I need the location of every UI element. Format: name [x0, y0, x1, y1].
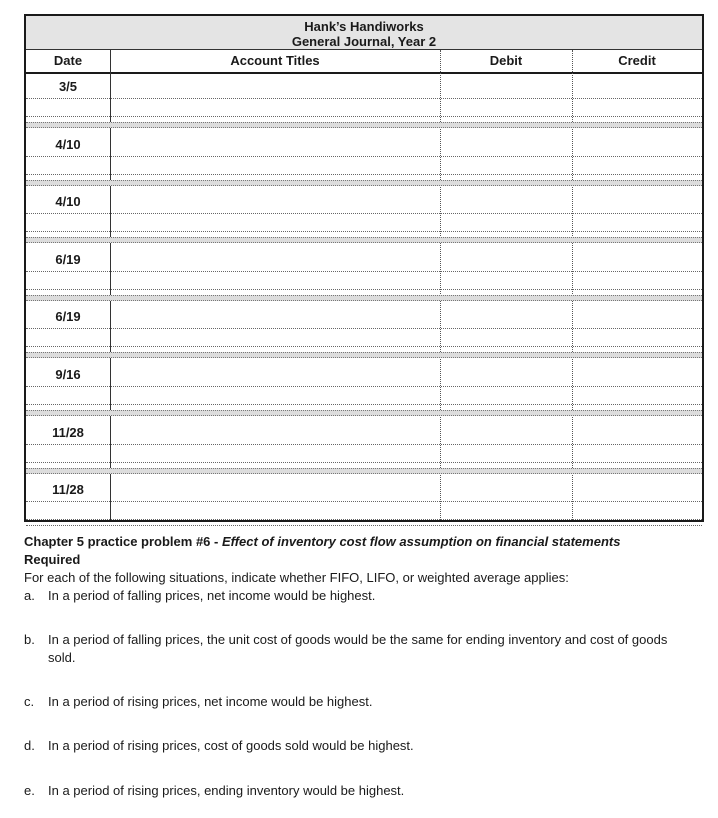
question-label: c.	[24, 694, 35, 709]
column-header-debit: Debit	[489, 53, 523, 68]
entry-separator-band	[26, 180, 702, 186]
question-text: In a period of falling prices, net income would be highest.	[48, 588, 376, 603]
company-name: Hank’s Handiworks	[304, 19, 424, 34]
column-header-credit: Credit	[618, 53, 656, 68]
entry-date: 6/19	[55, 251, 81, 267]
column-divider-date	[110, 50, 111, 520]
question-label: b.	[24, 632, 35, 647]
row-rule	[26, 174, 702, 175]
question-text: In a period of rising prices, cost of goods sold would be highest.	[48, 738, 414, 753]
practice-problem	[24, 533, 704, 587]
problem-title	[24, 533, 704, 551]
problem-title-topic: Effect of inventory cost flow assumption on financial statements	[221, 534, 621, 549]
entry-separator-band	[26, 237, 702, 243]
entry-separator-band	[26, 410, 702, 416]
row-rule	[26, 501, 702, 502]
question-label: a.	[24, 588, 35, 603]
row-rule	[26, 519, 702, 520]
row-rule	[26, 404, 702, 405]
journal-subtitle: General Journal, Year 2	[291, 34, 437, 49]
entry-date: 4/10	[55, 194, 81, 210]
required-label: Required	[24, 552, 81, 567]
entry-separator-band	[26, 352, 702, 358]
row-rule	[26, 213, 702, 214]
row-rule	[26, 386, 702, 387]
entry-separator-band	[26, 468, 702, 474]
question-label: d.	[24, 738, 35, 753]
column-divider-debit	[572, 50, 573, 520]
general-journal-table	[24, 14, 704, 522]
row-rule	[26, 346, 702, 347]
question-text: In a period of rising prices, net income would be highest.	[48, 694, 373, 709]
entry-date: 9/16	[55, 367, 81, 382]
entry-separator-band	[26, 122, 702, 128]
column-header-date: Date	[53, 53, 83, 68]
entry-date: 3/5	[58, 79, 78, 94]
row-rule	[26, 444, 702, 445]
column-header-account-titles: Account Titles	[230, 53, 320, 68]
row-rule	[26, 271, 702, 272]
entry-date: 6/19	[55, 309, 81, 325]
entry-date: 11/28	[52, 424, 84, 440]
row-rule	[26, 328, 702, 329]
problem-instruction: For each of the following situations, indicate whether FIFO, LIFO, or weighted average applies:	[24, 570, 569, 585]
row-rule	[26, 156, 702, 157]
row-rule	[26, 289, 702, 290]
question-text: In a period of falling prices, the unit cost of goods would be the same for ending inventory and cost of goods sold.	[48, 632, 668, 665]
row-rule	[26, 231, 702, 232]
problem-title-prefix: Chapter 5 practice problem #6 -	[24, 534, 222, 549]
entry-separator-band	[26, 295, 702, 301]
question-text: In a period of rising prices, ending inventory would be highest.	[48, 783, 405, 798]
question-label: e.	[24, 783, 35, 798]
column-divider-account	[440, 50, 441, 520]
row-rule	[26, 525, 702, 526]
header-divider	[26, 72, 702, 74]
journal-header	[26, 16, 702, 50]
entry-date: 11/28	[52, 482, 84, 498]
row-rule	[26, 98, 702, 99]
entry-date: 4/10	[55, 136, 81, 152]
row-rule	[26, 462, 702, 463]
row-rule	[26, 116, 702, 117]
